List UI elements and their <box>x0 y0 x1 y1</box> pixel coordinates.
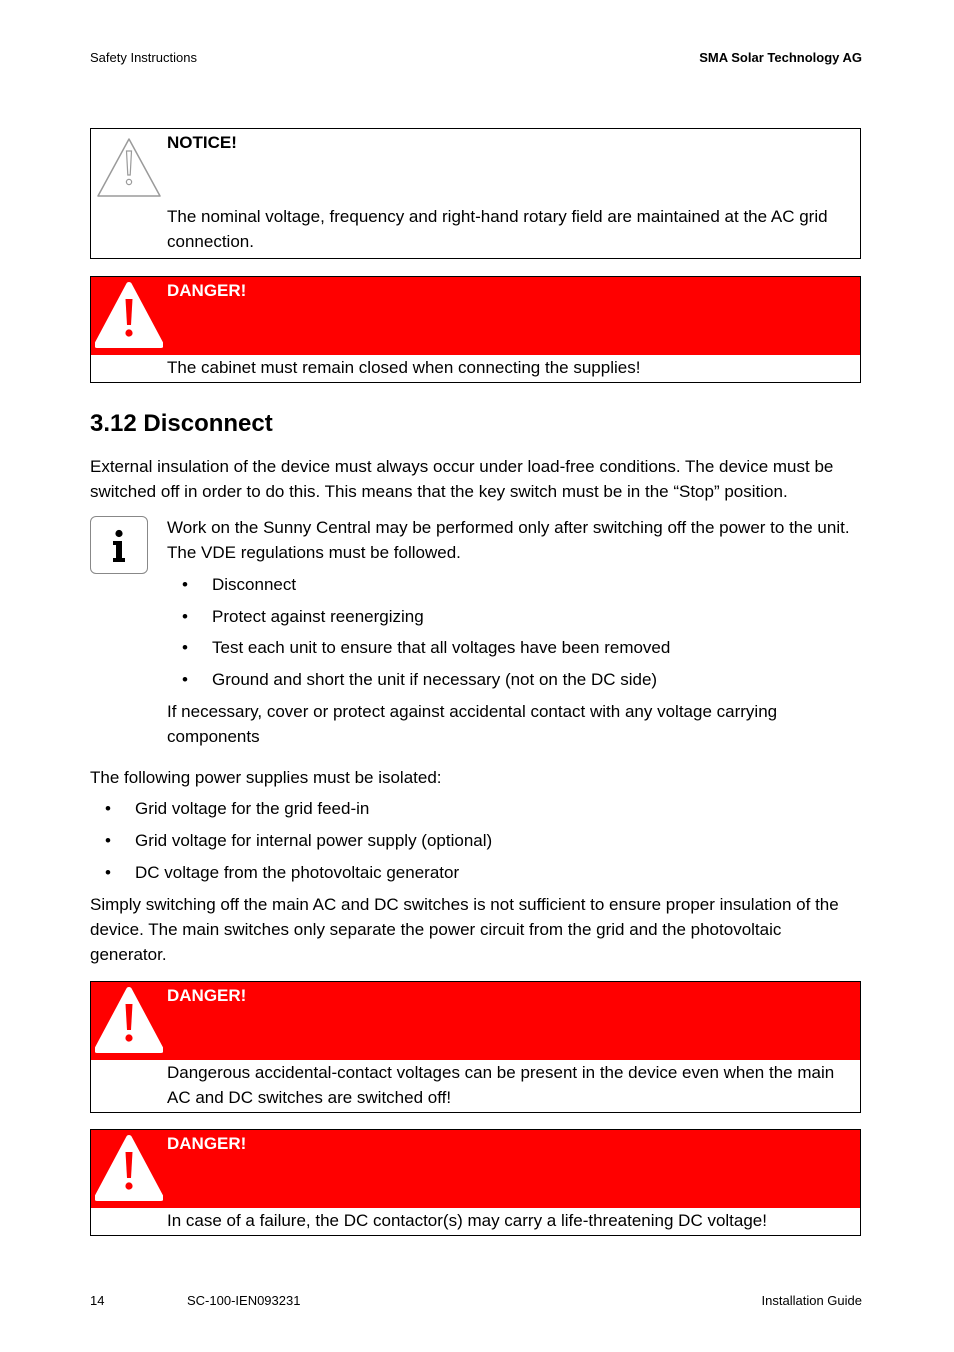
notice-title: NOTICE! <box>167 133 237 152</box>
notice-box <box>90 128 861 259</box>
header-company: SMA Solar Technology AG <box>699 50 862 65</box>
danger-box <box>90 276 861 383</box>
danger-triangle-icon <box>95 986 163 1054</box>
bullet-dot: • <box>182 607 188 626</box>
header-section-title: Safety Instructions <box>90 50 197 65</box>
danger-text: Dangerous accidental-contact voltages can be present in the device even when the main AC and DC switches are switched off! <box>167 1063 835 1107</box>
bullet-dot: • <box>105 799 111 818</box>
bullet-dot: • <box>105 863 111 882</box>
section-heading: 3.12 Disconnect <box>90 410 273 437</box>
list-item-text: Grid voltage for the grid feed-in <box>135 799 370 818</box>
danger-triangle-icon <box>95 281 163 349</box>
danger-text: The cabinet must remain closed when connecting the supplies! <box>167 358 641 377</box>
switching-note: Simply switching off the main AC and DC switches is not sufficient to ensure proper insulation of the device. The main switches only separate the power circuit from the grid and the photovoltaic generator. <box>90 895 839 964</box>
danger-title: DANGER! <box>167 281 247 300</box>
list-item-text: Disconnect <box>212 575 297 594</box>
danger-text: In case of a failure, the DC contactor(s) may carry a life-threatening DC voltage! <box>167 1211 767 1230</box>
list-item-text: DC voltage from the photovoltaic generator <box>135 863 460 882</box>
notice-text: The nominal voltage, frequency and right-hand rotary field are maintained at the AC grid connection. <box>167 207 828 251</box>
danger-triangle-icon <box>95 1134 163 1202</box>
list-item-text: Protect against reenergizing <box>212 607 424 626</box>
danger-box <box>90 981 861 1113</box>
intro-paragraph: External insulation of the device must always occur under load-free conditions. The device must be switched off in order to do this. This means that the key switch must be in the “Stop” position. <box>90 457 834 501</box>
page-number: 14 <box>90 1293 105 1308</box>
list-item-text: Test each unit to ensure that all voltages have been removed <box>212 638 671 657</box>
bullet-dot: • <box>105 831 111 850</box>
info-text: Work on the Sunny Central may be performed only after switching off the power to the unit. The VDE regulations must be followed. <box>167 518 850 562</box>
bullet-dot: • <box>182 638 188 657</box>
warning-triangle-outline-icon <box>95 133 163 201</box>
danger-box <box>90 1129 861 1236</box>
list-item-text: Ground and short the unit if necessary (not on the DC side) <box>212 670 658 689</box>
bullet-dot: • <box>182 670 188 689</box>
supplies-intro: The following power supplies must be isolated: <box>90 768 442 787</box>
list-item-text: Grid voltage for internal power supply (optional) <box>135 831 493 850</box>
info-after-text: If necessary, cover or protect against accidental contact with any voltage carrying components <box>167 702 778 746</box>
document-id: SC-100-IEN093231 <box>187 1293 301 1308</box>
info-icon <box>90 516 148 574</box>
danger-title: DANGER! <box>167 986 247 1005</box>
document-type: Installation Guide <box>761 1293 862 1308</box>
bullet-dot: • <box>182 575 188 594</box>
danger-title: DANGER! <box>167 1134 247 1153</box>
